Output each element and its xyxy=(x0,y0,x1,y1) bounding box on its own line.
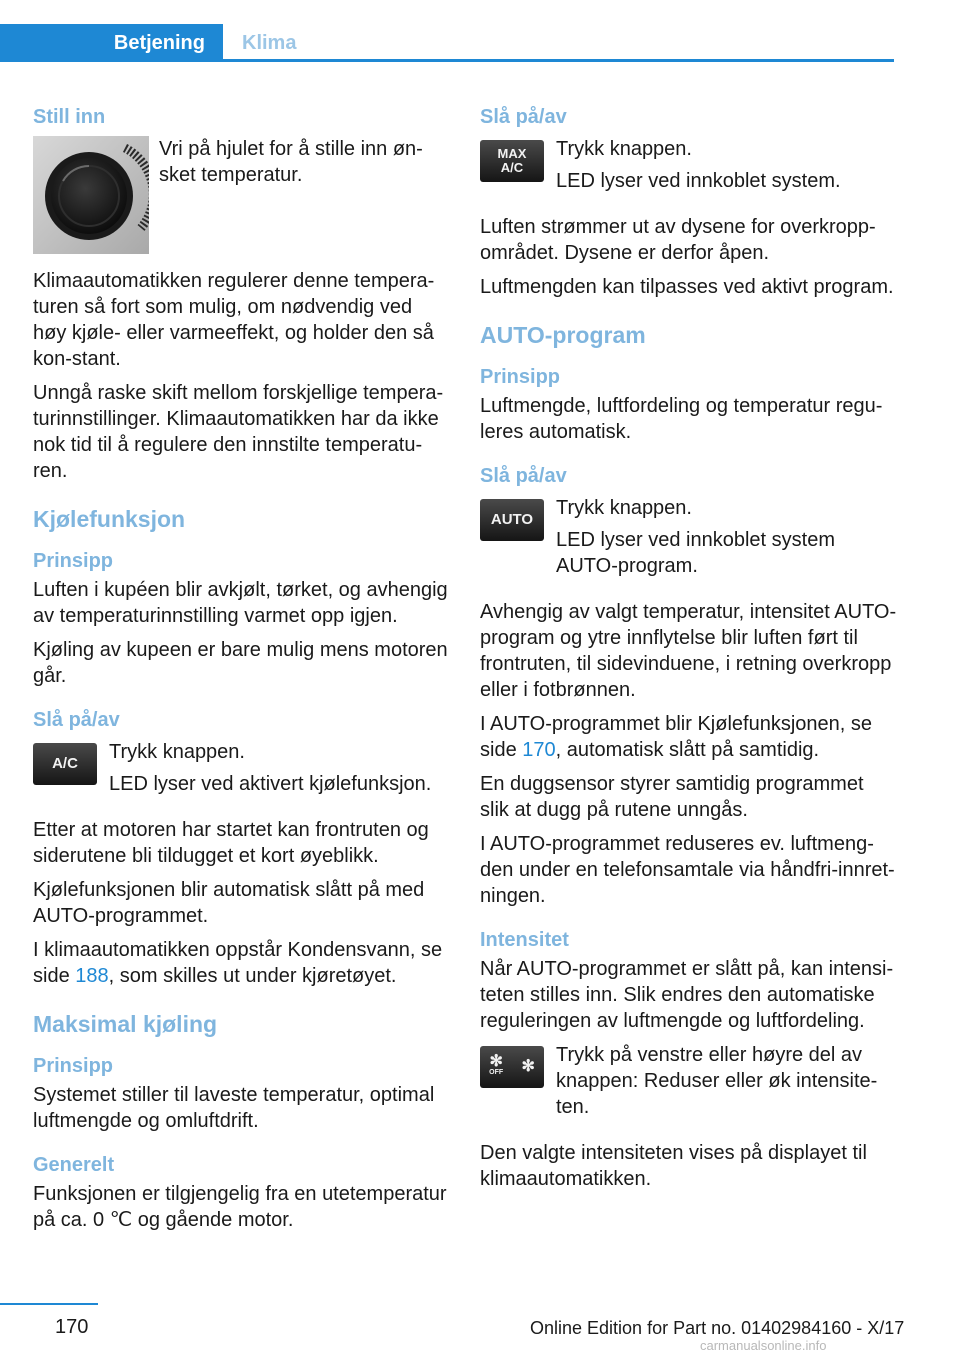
tab-betjening[interactable]: Betjening xyxy=(0,24,223,62)
page-link[interactable]: 170 xyxy=(522,739,556,761)
instruction: LED lyser ved innkoblet system. xyxy=(556,170,841,192)
section-title-kjolefunksjon: Kjølefunksjon xyxy=(33,506,186,532)
section-title-auto-program: AUTO-program xyxy=(480,322,646,348)
auto-button-icon: AUTO xyxy=(480,499,544,541)
intensity-button-figure xyxy=(480,1042,897,1126)
paragraph: Systemet stiller til laveste temperatur, optimal luftmengde og omluftdrift. xyxy=(33,1084,435,1132)
instruction: Trykk knappen. xyxy=(556,138,692,160)
prinsipp-heading: Prinsipp xyxy=(480,366,561,388)
paragraph: Luften strømmer ut av dysene for overkropp-området. Dysene er derfor åpen. xyxy=(480,216,876,264)
paragraph: Den valgte intensiteten vises på displayet til klimaautomatikken. xyxy=(480,1142,867,1190)
temperature-knob-figure xyxy=(33,136,449,254)
section-title-maksimal-kjoling: Maksimal kjøling xyxy=(33,1011,218,1037)
button-text: A/C xyxy=(500,160,524,175)
still-inn-instruction: Vri på hjulet for å stille inn øn-sket temperatur. xyxy=(159,138,423,186)
fan-large-icon: ✻ xyxy=(521,1058,535,1075)
instruction: Trykk knappen. xyxy=(556,497,692,519)
paragraph: Unngå raske skift mellom forskjellige tempera-turinnstillinger. Klimaautomatikken har da ikke nok tid til å regulere den innstilte temperatu-ren. xyxy=(33,382,444,482)
paragraph: Kjøling av kupeen er bare mulig mens motoren går. xyxy=(33,639,448,687)
text: , automatisk slått på samtidig. xyxy=(555,739,820,761)
right-column xyxy=(480,104,897,1200)
paragraph xyxy=(480,711,897,763)
prinsipp-heading: Prinsipp xyxy=(33,550,114,572)
off-label: OFF xyxy=(489,1069,504,1076)
edition-line: Online Edition for Part no. 01402984160 - X/17 xyxy=(530,1318,905,1338)
sla-pa-av-heading: Slå på/av xyxy=(480,106,567,128)
text: I AUTO-programmet blir Kjølefunksjonen, se side xyxy=(480,713,873,761)
temperature-knob-icon xyxy=(33,136,149,254)
paragraph: Luftmengden kan tilpasses ved aktivt program. xyxy=(480,276,894,298)
paragraph: Funksjonen er tilgjengelig fra en utetemperatur på ca. 0 ℃ og gående motor. xyxy=(33,1183,447,1231)
paragraph: Kjølefunksjonen blir automatisk slått på med AUTO-programmet. xyxy=(33,879,425,927)
left-column xyxy=(33,104,449,1241)
max-ac-button-figure xyxy=(480,136,897,200)
generelt-heading: Generelt xyxy=(33,1154,115,1176)
instruction: Trykk på venstre eller høyre del av knappen: Reduser eller øk intensite-ten. xyxy=(556,1044,878,1118)
sla-pa-av-heading: Slå på/av xyxy=(33,709,120,731)
button-text: MAX xyxy=(497,146,527,161)
instruction: LED lyser ved aktivert kjølefunksjon. xyxy=(109,773,432,795)
paragraph: Luftmengde, luftfordeling og temperatur regu-leres automatisk. xyxy=(480,395,883,443)
ac-button-figure xyxy=(33,739,449,803)
footer-rule xyxy=(0,1303,98,1305)
header-rule xyxy=(0,59,894,62)
paragraph: Etter at motoren har startet kan frontruten og siderutene bli tildugget et kort øyeblikk. xyxy=(33,819,429,867)
text: I klimaautomatikken oppstår Kondensvann, se side xyxy=(33,939,443,987)
chapter-tabs xyxy=(0,24,894,62)
page-number: 170 xyxy=(55,1316,89,1338)
fan-small-icon: ✻ OFF xyxy=(489,1053,504,1076)
paragraph: Avhengig av valgt temperatur, intensitet AUTO-program og ytre innflytelse blir luften ført til frontruten, til sidevinduene, i retning overkropp eller i fotbrønnen. xyxy=(480,601,897,701)
paragraph: En duggsensor styrer samtidig programmet slik at dugg på rutene unngås. xyxy=(480,773,864,821)
text: , som skilles ut under kjøretøyet. xyxy=(108,965,397,987)
auto-button-figure xyxy=(480,495,897,585)
paragraph: Når AUTO-programmet er slått på, kan intensi-teten stilles inn. Slik endres den automatiske reguleringen av luftmengde og luftfordeling. xyxy=(480,958,894,1032)
instruction: Trykk knappen. xyxy=(109,741,245,763)
instruction: LED lyser ved innkoblet system AUTO-program. xyxy=(556,529,836,577)
intensitet-heading: Intensitet xyxy=(480,929,569,951)
paragraph: Luften i kupéen blir avkjølt, tørket, og avhengig av temperaturinnstilling varmet opp igjen. xyxy=(33,579,448,627)
watermark: carmanualsonline.info xyxy=(700,1338,827,1353)
page-link[interactable]: 188 xyxy=(75,965,109,987)
intensity-button-icon xyxy=(480,1046,544,1088)
sla-pa-av-heading: Slå på/av xyxy=(480,465,567,487)
tab-klima[interactable]: Klima xyxy=(242,32,297,54)
max-ac-button-icon xyxy=(480,140,544,182)
paragraph: I AUTO-programmet reduseres ev. luftmeng-den under en telefonsamtale via håndfri-innret-ningen. xyxy=(480,833,895,907)
prinsipp-heading: Prinsipp xyxy=(33,1055,114,1077)
still-inn-heading: Still inn xyxy=(33,106,106,128)
paragraph xyxy=(33,937,449,989)
paragraph: Klimaautomatikken regulerer denne tempera-turen så fort som mulig, om nødvendig ved høy kjøle- eller varmeeffekt, og holder den så kon-stant. xyxy=(33,270,435,370)
ac-button-icon: A/C xyxy=(33,743,97,785)
